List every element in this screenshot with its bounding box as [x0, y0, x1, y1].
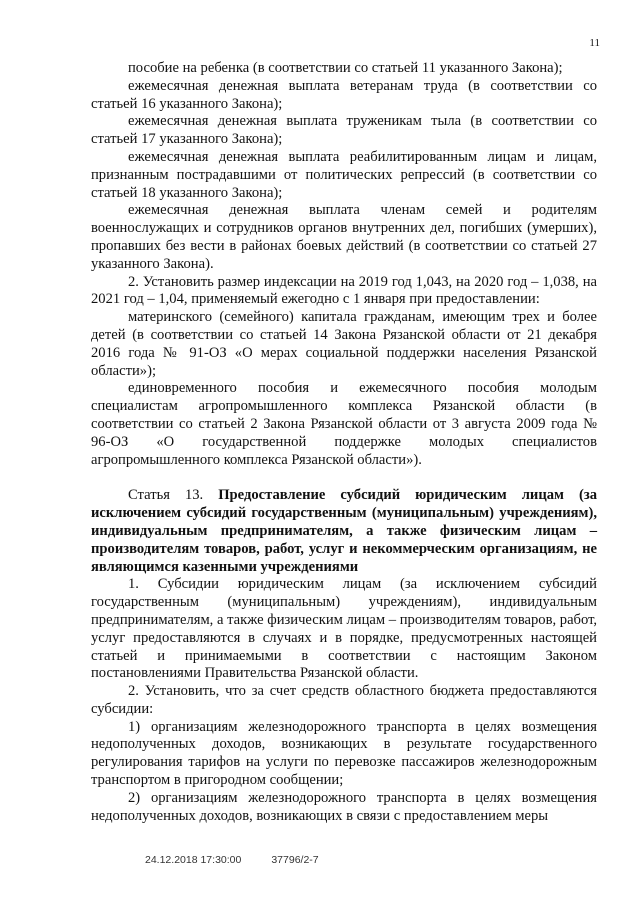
paragraph: 1. Субсидии юридическим лицам (за исключением субсидий государственным (муниципальным) учреждениям), индивидуальным предпринимателям, а также физическим лицам – производителям товаров, работ, услуг предоставляются в случаях и в порядке, предусмотренных настоящей статьей и принимаемыми в соответствии с настоящим Законом постановлениями Правительства Рязанской области. [91, 576, 598, 682]
paragraph: ежемесячная денежная выплата членам семей и родителям военнослужащих и сотрудников органов внутренних дел, погибших (умерших), пропавших без вести в районах боевых действий (в соответствии со статьей 27 указанного Закона). [91, 202, 597, 272]
document-body [91, 60, 597, 825]
paragraph: пособие на ребенка (в соответствии со статьей 11 указанного Закона); [128, 60, 563, 76]
paragraph: 2) организациям железнодорожного транспорта в целях возмещения недополученных доходов, возникающих в связи с предоставлением меры [91, 789, 597, 824]
paragraph: ежемесячная денежная выплата ветеранам труда (в соответствии со статьей 16 указанного Закона); [91, 77, 597, 112]
article-heading [91, 487, 597, 576]
paragraph: материнского (семейного) капитала гражданам, имеющим трех и более детей (в соответствии со статьей 14 Закона Рязанской области от 21 декабря 2016 года № 91-ОЗ «О мерах социальной поддержки населения Рязанской области»); [91, 309, 597, 379]
paragraph: ежемесячная денежная выплата реабилитированным лицам и лицам, признанным пострадавшими от политических репрессий (в соответствии со статьей 18 указанного Закона); [91, 148, 597, 201]
paragraph: 1) организациям железнодорожного транспорта в целях возмещения недополученных доходов, возникающих в результате государственного регулирования тарифов на услуги по перевозке пассажиров железнодорожным транспортом в пригородном сообщении; [91, 718, 597, 789]
page-number: 11 [589, 37, 600, 49]
footer [145, 854, 319, 866]
article-prefix: Статья 13. [128, 487, 219, 504]
footer-doc-code: 37796/2-7 [271, 854, 319, 866]
footer-timestamp: 24.12.2018 17:30:00 [145, 854, 242, 866]
paragraph: ежемесячная денежная выплата труженикам тыла (в соответствии со статьей 17 указанного Закона); [91, 113, 597, 148]
paragraph: 2. Установить, что за счет средств областного бюджета предоставляются субсидии: [91, 683, 597, 717]
paragraph: 2. Установить размер индексации на 2019 год 1,043, на 2020 год – 1,038, на 2021 год – 1,04, применяемый ежегодно с 1 января при предоставлении: [91, 273, 597, 308]
paragraph: единовременного пособия и ежемесячного пособия молодым специалистам агропромышленного комплекса Рязанской области (в соответствии со статьей 2 Закона Рязанской области от 3 августа 2009 года № 96-ОЗ «О государственной поддержке молодых специалистов агропромышленного комплекса Рязанской области»). [91, 380, 597, 468]
article-title: Предоставление субсидий юридическим лицам (за исключением субсидий государственным (муниципальным) учреждениям), индивидуальным предпринимателям, а также физическим лицам – производителям товаров, работ, услуг и некоммерческим организациям, не являющимся казенными учреждениями [91, 487, 598, 575]
